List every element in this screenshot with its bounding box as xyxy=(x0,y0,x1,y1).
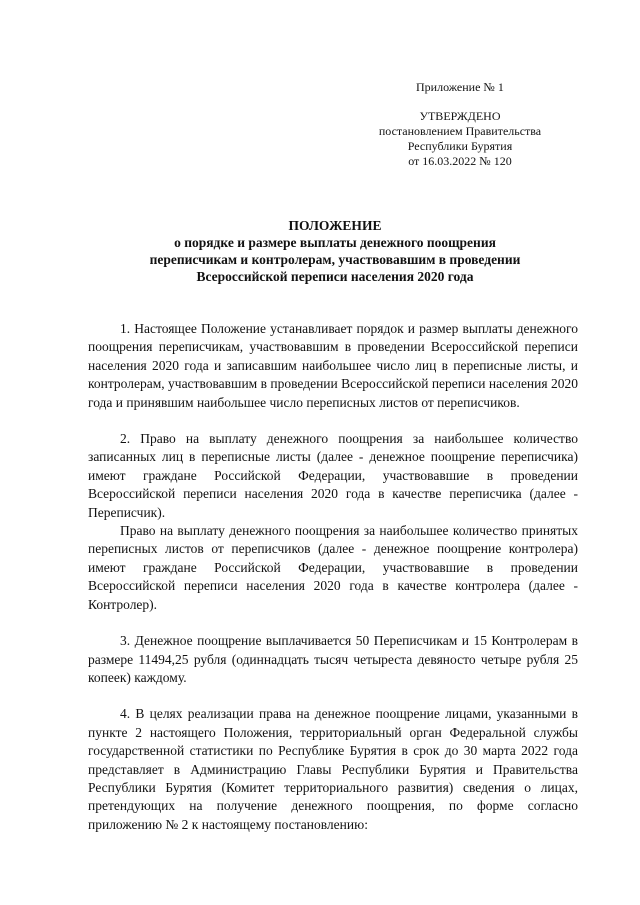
paragraph-2: 2. Право на выплату денежного поощрения за наибольшее количество записанных лиц в переписные листы (далее - денежное поощрение переписчика) имеют граждане Российской Федерации, участвовавшие в проведении Всероссийской переписи населения 2020 года в качестве переписчика (далее - Переписчик). xyxy=(88,431,578,520)
title-line-3: переписчикам и контролерам, участвовавшим в проведении xyxy=(149,252,521,267)
title-line-2: о порядке и размере выплаты денежного поощрения xyxy=(174,235,496,250)
date-number-label: от 16.03.2022 № 120 xyxy=(408,154,512,168)
paragraph-3: 3. Денежное поощрение выплачивается 50 Переписчикам и 15 Контролерам в размере 11494,25 рубля (одиннадцать тысяч четыреста девяносто четыре рубля 25 копеек) каждому. xyxy=(88,633,578,685)
title-line-1: ПОЛОЖЕНИЕ xyxy=(288,218,382,233)
approval-details xyxy=(360,109,560,169)
approved-label: УТВЕРЖДЕНО xyxy=(419,109,501,123)
appendix-label: Приложение № 1 xyxy=(416,80,504,94)
paragraph-2-continued: Право на выплату денежного поощрения за наибольшее количество принятых переписных листов от переписчиков (далее - денежное поощрение контролера) имеют граждане Российской Федерации, участвовавшие в проведении Всероссийской переписи населения 2020 года в качестве контролера (далее - Контролер). xyxy=(88,523,578,612)
document-title xyxy=(60,217,610,285)
approval-stamp-block xyxy=(360,80,560,169)
republic-label: Республики Бурятия xyxy=(407,139,513,153)
title-line-4: Всероссийской переписи населения 2020 года xyxy=(196,269,474,284)
resolution-label: постановлением Правительства xyxy=(378,124,542,138)
document-body xyxy=(88,320,578,834)
paragraph-4: 4. В целях реализации права на денежное поощрение лицами, указанными в пункте 2 настоящего Положения, территориальный орган Федеральной службы государственной статистики по Республике Бурятия в срок до 30 марта 2022 года представляет в Администрацию Главы Республики Бурятия и Правительства Республики Бурятия (Комитет территориального развития) сведения о лицах, претендующих на получение денежного поощрения, по форме согласно приложению № 2 к настоящему постановлению: xyxy=(88,706,578,832)
paragraph-1: 1. Настоящее Положение устанавливает порядок и размер выплаты денежного поощрения переписчикам, участвовавшим в проведении Всероссийской переписи населения 2020 года и записавшим наибольшее число лиц в переписные листы, и контролерам, участвовавшим в проведении Всероссийской переписи населения 2020 года и принявшим наибольшее число переписных листов от переписчиков. xyxy=(88,321,578,410)
